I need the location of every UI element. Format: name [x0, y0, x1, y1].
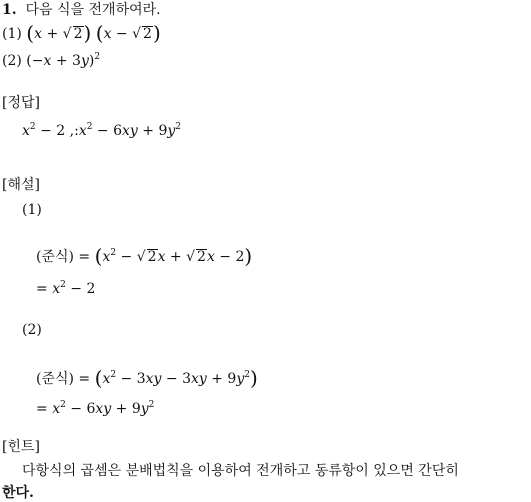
hint-line-2: 한다. [2, 485, 34, 501]
explanation-part2-label: (2) [22, 322, 42, 338]
explanation-part1-line1: (준식) = ($x^2$ − √ 2x + √ 2x − 2) [36, 244, 253, 268]
question-item-1 [2, 21, 161, 45]
question-item-1-expression: (x + √ 2) (x − √ 2) [26, 21, 161, 45]
hint-line-1: 다항식의 곱셈은 분배법칙을 이용하여 전개하고 동류항이 있으면 간단히 [22, 463, 459, 479]
question-item-2 [2, 48, 100, 70]
question-item-1-label: (1) [2, 26, 22, 42]
question-item-2-expression: $(-x + 3y)^2$ [26, 52, 101, 69]
explanation-part2-line2: = $x^2 - 6xy + 9y^2$ [36, 400, 155, 417]
hint-heading: [힌트] [2, 439, 40, 455]
explanation-part1-label: (1) [22, 202, 42, 218]
question-number: 1. [2, 2, 17, 18]
question-item-2-label: (2) [2, 53, 22, 69]
answer-separator: ,: [69, 123, 79, 139]
explanation-part1-line2: = $x^2 - 2$ [36, 280, 96, 297]
answer-expression: $x^2 - 2$ $,:x^2 - 6xy + 9y^2$ [22, 122, 182, 139]
explanation-part1-lhs: (준식) [36, 249, 74, 265]
question-prompt: 다음 식을 전개하여라. [25, 2, 161, 18]
answer-heading: [정답] [2, 95, 40, 111]
explanation-part2-lhs: (준식) [36, 371, 74, 387]
question-title [2, 1, 161, 19]
explanation-part2-line1: (준식) = $(x^2 - 3xy - 3xy + 9y^2)$ [36, 366, 258, 390]
explanation-heading: [해설] [2, 177, 40, 193]
